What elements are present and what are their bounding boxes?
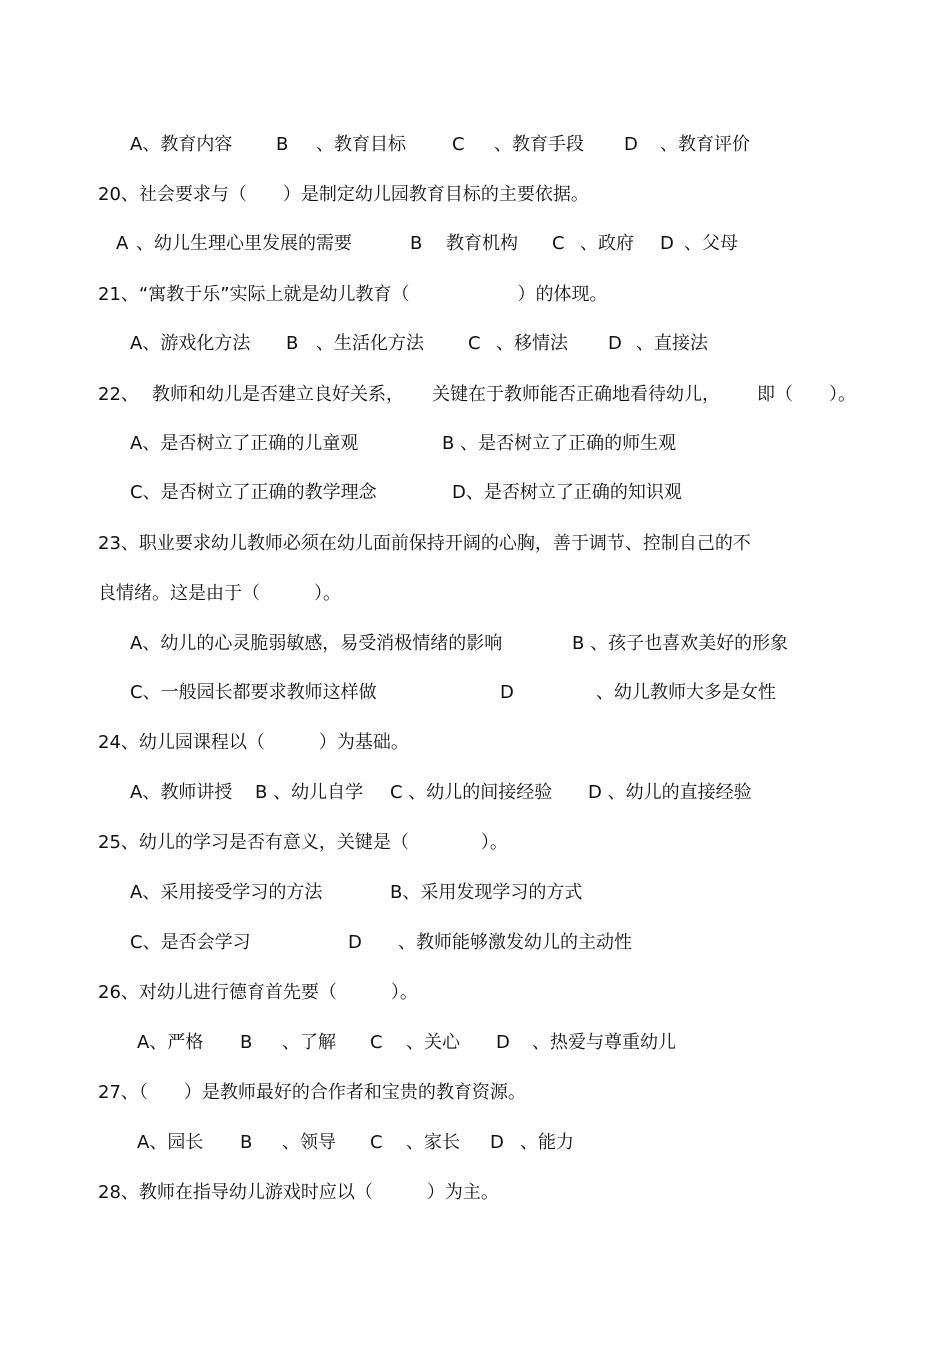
q23-options-row2	[0, 679, 950, 707]
question-stem-part: 关键在于教师能否正确地看待幼儿，	[432, 384, 720, 405]
option-b: B 、幼儿自学	[255, 782, 364, 803]
question-stem-part: 即（ ）。	[757, 384, 856, 405]
question-stem: 20、社会要求与（ ）是制定幼儿园教育目标的主要依据。	[98, 184, 589, 205]
question-stem: 28、教师在指导幼儿游戏时应以（ ）为主。	[98, 1182, 499, 1203]
option-d-text: 、父母	[684, 233, 738, 254]
option-c-text: 、家长	[406, 1132, 460, 1153]
option-c: C、一般园长都要求教师这样做	[130, 682, 377, 703]
option-c-letter: C	[452, 134, 465, 155]
question-stem-continued: 良情绪。这是由于（ ）。	[98, 583, 341, 604]
question-stem: 23、职业要求幼儿教师必须在幼儿面前保持开阔的心胸，善于调节、控制自己的不	[98, 533, 751, 554]
option-c-text: 、教育手段	[494, 134, 584, 155]
option-d-letter: D	[608, 333, 622, 354]
option-d-text: 、教育评价	[660, 134, 750, 155]
q25-options-row1	[0, 879, 950, 907]
q20-stem-line	[0, 181, 950, 209]
option-b-text: 、了解	[282, 1032, 336, 1053]
option-c-text: 、关心	[406, 1032, 460, 1053]
q24-stem-line	[0, 729, 950, 757]
question-stem-part: 教师和幼儿是否建立良好关系，	[152, 384, 404, 405]
question-stem: 27、（ ）是教师最好的合作者和宝贵的教育资源。	[98, 1082, 526, 1103]
option-b-letter: B	[240, 1032, 253, 1053]
question-stem: 25、幼儿的学习是否有意义，关键是（ ）。	[98, 832, 508, 853]
option-b-letter: B	[286, 333, 299, 354]
option-c: C、是否会学习	[130, 932, 251, 953]
q23-stem-line-1	[0, 530, 950, 558]
question-stem: 21、“寓教于乐”实际上就是幼儿教育（ ）的体现。	[98, 284, 608, 305]
option-b-text: 、生活化方法	[316, 333, 424, 354]
q21-options	[0, 330, 950, 358]
q27-stem-line	[0, 1079, 950, 1107]
q24-options	[0, 779, 950, 807]
option-d-letter: D	[500, 682, 514, 703]
option-c-text: 、移情法	[496, 333, 568, 354]
q19-options	[0, 131, 950, 159]
option-d-letter: D	[496, 1032, 510, 1053]
option-b-text: 、领导	[282, 1132, 336, 1153]
q22-stem-line	[0, 381, 950, 409]
option-c-letter: C	[370, 1032, 383, 1053]
option-c: C、是否树立了正确的教学理念	[130, 482, 377, 503]
option-a: A、采用接受学习的方法	[130, 882, 323, 903]
question-number: 22、	[98, 384, 139, 405]
option-d: D、是否树立了正确的知识观	[452, 482, 682, 503]
option-d-text: 、教师能够激发幼儿的主动性	[398, 932, 632, 953]
option-a: A、教师讲授	[130, 782, 233, 803]
q22-options-row2	[0, 479, 950, 507]
option-b: B、采用发现学习的方式	[390, 882, 583, 903]
option-b-text: 、教育目标	[316, 134, 406, 155]
option-b-letter: B	[276, 134, 289, 155]
question-stem: 26、对幼儿进行德育首先要（ ）。	[98, 982, 418, 1003]
option-d: D 、幼儿的直接经验	[588, 782, 752, 803]
option-d-letter: D	[490, 1132, 504, 1153]
option-b-letter: B	[240, 1132, 253, 1153]
option-a-text: 、幼儿生理心里发展的需要	[136, 233, 352, 254]
option-c-letter: C	[552, 233, 565, 254]
option-a: A、幼儿的心灵脆弱敏感，易受消极情绪的影响	[130, 633, 503, 654]
option-d-text: 、能力	[520, 1132, 574, 1153]
q26-stem-line	[0, 979, 950, 1007]
option-b: B 、孩子也喜欢美好的形象	[572, 633, 789, 654]
q22-options-row1	[0, 430, 950, 458]
option-a: A、园长	[137, 1132, 204, 1153]
q27-options	[0, 1129, 950, 1157]
option-c-text: 、政府	[580, 233, 634, 254]
option-d-text: 、幼儿教师大多是女性	[596, 682, 776, 703]
option-c-letter: C	[370, 1132, 383, 1153]
question-stem: 24、幼儿园课程以（ ）为基础。	[98, 732, 409, 753]
option-d-text: 、直接法	[636, 333, 708, 354]
option-d-letter: D	[660, 233, 674, 254]
q25-stem-line	[0, 829, 950, 857]
option-c: C 、幼儿的间接经验	[390, 782, 553, 803]
option-a: A、游戏化方法	[130, 333, 251, 354]
q23-options-row1	[0, 630, 950, 658]
q20-options	[0, 230, 950, 258]
option-d-text: 、热爱与尊重幼儿	[532, 1032, 676, 1053]
option-c-letter: C	[468, 333, 481, 354]
q21-stem-line	[0, 281, 950, 309]
option-b: B 、是否树立了正确的师生观	[442, 433, 677, 454]
option-a-letter: A	[116, 233, 129, 254]
option-a: A、是否树立了正确的儿童观	[130, 433, 359, 454]
option-b-text: 教育机构	[446, 233, 518, 254]
option-b-letter: B	[410, 233, 423, 254]
option-a: A、教育内容	[130, 134, 233, 155]
option-d-letter: D	[348, 932, 362, 953]
q26-options	[0, 1029, 950, 1057]
q25-options-row2	[0, 929, 950, 957]
option-d-letter: D	[624, 134, 638, 155]
q23-stem-line-2	[0, 580, 950, 608]
q28-stem-line	[0, 1179, 950, 1207]
option-a: A、严格	[137, 1032, 204, 1053]
